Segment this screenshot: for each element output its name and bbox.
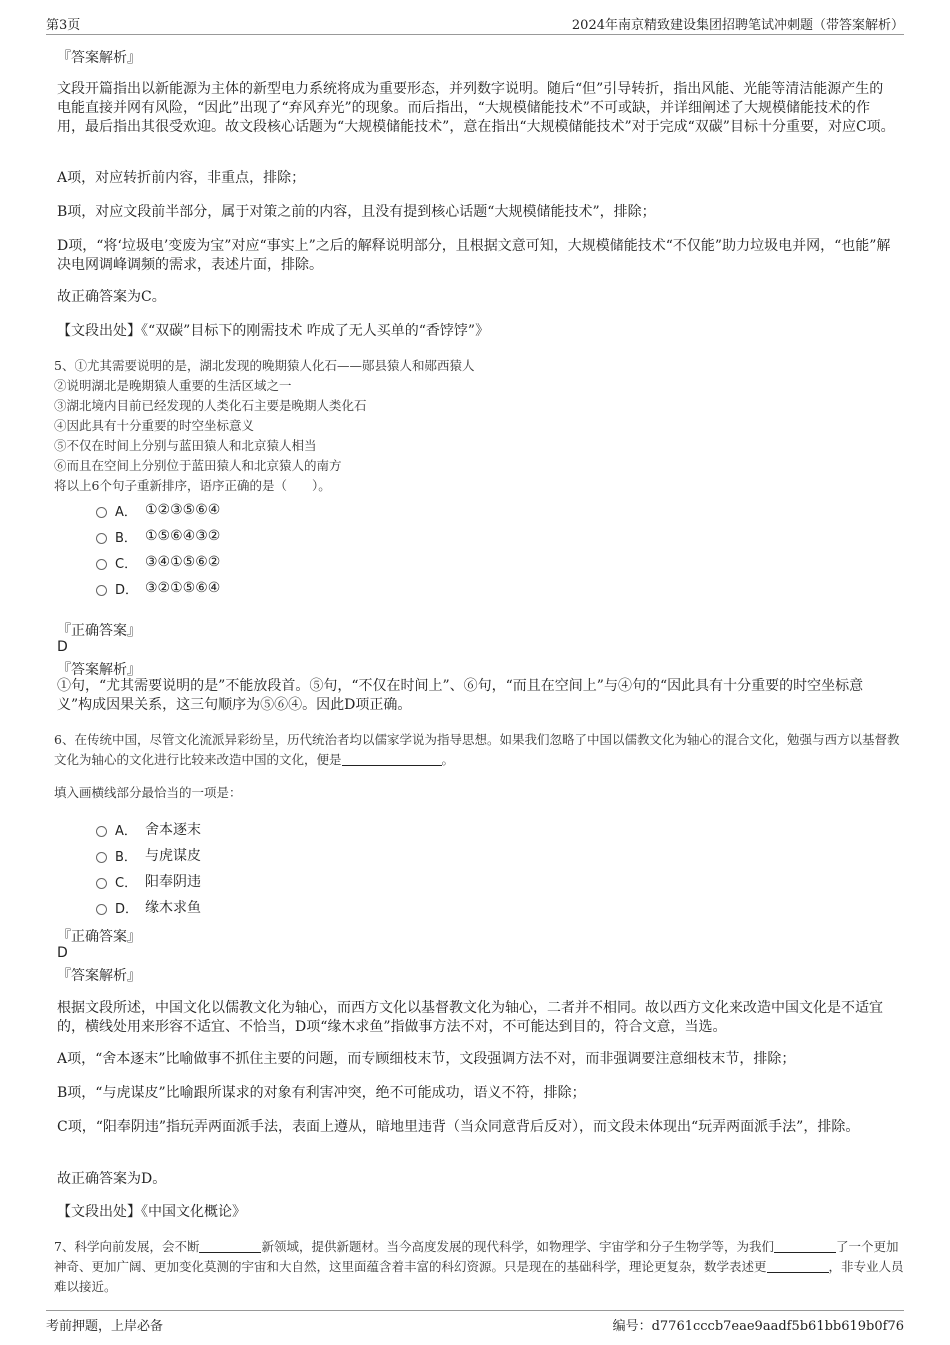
q6-option-c[interactable]: C． 阳奉阴违 [96, 871, 201, 891]
document-title: 2024年南京精致建设集团招聘笔试冲刺题（带答案解析） [571, 18, 904, 33]
q6-analysis: 根据文段所述，中国文化以儒教文化为轴心，而西方文化以基督教文化为轴心，二者并不相同。故以西方文化来改造中国文化是不适宜的，横线处用来形容不适宜、不恰当，D项“缘木求鱼”指做事方法不对，不可能达到目的，符合文意，当选。 [57, 1000, 883, 1035]
q4-conclusion: 故正确答案为C。 [57, 289, 166, 305]
radio-icon[interactable] [96, 826, 107, 837]
answer-blank [774, 1238, 836, 1253]
radio-icon[interactable] [96, 585, 107, 596]
footer-slogan: 考前押题，上岸必备 [46, 1319, 164, 1334]
q6-conclusion: 故正确答案为D。 [57, 1171, 167, 1187]
answer-blank [342, 751, 442, 766]
q5-sentence-3: ③湖北境内目前已经发现的人类化石主要是晚期人类化石 [54, 398, 367, 413]
q4-option-a-explain: A项，对应转折前内容，非重点，排除； [57, 170, 306, 186]
q5-analysis: ①句，“尤其需要说明的是”不能放段首。⑤句，“不仅在时间上”、⑥句，“而且在空间上”与④句的“因此具有十分重要的时空坐标意义”构成因果关系，这三句顺序为⑤⑥④。因此D项正确。 [57, 678, 864, 713]
q5-question: 将以上6个句子重新排序，语序正确的是（ ）。 [54, 478, 331, 493]
q5-stem: 5、①尤其需要说明的是，湖北发现的晚期猿人化石——郧县猿人和郧西猿人 [54, 358, 475, 373]
q5-sentence-6: ⑥而且在空间上分别位于蓝田猿人和北京猿人的南方 [54, 458, 342, 473]
radio-icon[interactable] [96, 507, 107, 518]
q6-correct-answer: D [57, 945, 68, 961]
q6-analysis-label: 『答案解析』 [57, 968, 141, 984]
q4-source: 【文段出处】《“双碳”目标下的刚需技术 咋成了无人买单的“香饽饽”》 [57, 323, 490, 339]
q6-option-b[interactable]: B． 与虎谋皮 [96, 845, 201, 865]
radio-icon[interactable] [96, 904, 107, 915]
q6-correct-label: 『正确答案』 [57, 929, 141, 945]
q6-question: 填入画横线部分最恰当的一项是： [54, 785, 242, 800]
q4-option-d-explain: D项，“将‘垃圾电’变废为宝”对应“事实上”之后的解释说明部分，且根据文意可知，大规模储能技术“不仅能”助力垃圾电并网，“也能”解决电网调峰调频的需求，表述片面，排除。 [57, 238, 891, 273]
q5-option-a[interactable]: A． ①②③⑤⑥④ [96, 500, 220, 520]
q6-option-d[interactable]: D． 缘木求鱼 [96, 897, 201, 917]
q4-analysis: 文段开篇指出以新能源为主体的新型电力系统将成为重要形态，并列数字说明。随后“但”引导转折，指出风能、光能等清洁能源产生的电能直接并网有风险，“因此”出现了“弃风弃光”的现象。而后指出，“大规模储能技术”不可或缺，并详细阐述了大规模储能技术的作用，最后指出其很受欢迎。故文段核心话题为“大规模储能技术”，意在指出“大规模储能技术”对于完成“双碳”目标十分重要，对应C项。 [57, 81, 895, 135]
q5-sentence-2: ②说明湖北是晚期猿人重要的生活区域之一 [54, 378, 292, 393]
page-footer [46, 1310, 904, 1333]
radio-icon[interactable] [96, 878, 107, 889]
document-id: 编号：d7761cccb7eae9aadf5b61bb619b0f76 [612, 1319, 904, 1334]
q7-stem: 7、科学向前发展，会不断 新领域，提供新题材。当今高度发展的现代科学，如物理学、宇宙学和分子生物学等，为我们 了一个更加神奇、更加广阔、更加变化莫测的宇宙和大自然，这里面蕴含着丰富的科幻资源。只是现在的基础科学，理论更复杂，数学表述更 ，非专业人员难以接近。 [54, 1239, 904, 1294]
q5-option-c[interactable]: C． ③④①⑤⑥② [96, 552, 220, 572]
q5-correct-label: 『正确答案』 [57, 623, 141, 639]
radio-icon[interactable] [96, 852, 107, 863]
q6-stem: 6、在传统中国，尽管文化流派异彩纷呈，历代统治者均以儒家学说为指导思想。如果我们忽略了中国以儒教文化为轴心的混合文化，勉强与西方以基督教文化为轴心的文化进行比较来改造中国的文化，便是 。 [54, 732, 900, 767]
q4-option-b-explain: B项，对应文段前半部分，属于对策之前的内容，且没有提到核心话题“大规模储能技术”，排除； [57, 204, 656, 220]
radio-icon[interactable] [96, 533, 107, 544]
q5-sentence-5: ⑤不仅在时间上分别与蓝田猿人和北京猿人相当 [54, 438, 317, 453]
q6-option-b-explain: B项，“与虎谋皮”比喻跟所谋求的对象有利害冲突，绝不可能成功，语义不符，排除； [57, 1085, 586, 1101]
radio-icon[interactable] [96, 559, 107, 570]
page-number: 第3页 [46, 18, 81, 33]
answer-blank [199, 1238, 261, 1253]
q6-option-a-explain: A项，“舍本逐末”比喻做事不抓住主要的问题，而专顾细枝末节，文段强调方法不对，而非强调要注意细枝末节，排除； [57, 1051, 796, 1067]
q5-option-d[interactable]: D． ③②①⑤⑥④ [96, 578, 220, 598]
answer-blank [767, 1258, 829, 1273]
q6-source: 【文段出处】《中国文化概论》 [57, 1204, 246, 1220]
q5-sentence-4: ④因此具有十分重要的时空坐标意义 [54, 418, 255, 433]
q6-option-a[interactable]: A． 舍本逐末 [96, 819, 201, 839]
q4-analysis-label: 『答案解析』 [57, 50, 141, 66]
q6-option-c-explain: C项，“阳奉阴违”指玩弄两面派手法，表面上遵从，暗地里违背（当众同意背后反对），而文段未体现出“玩弄两面派手法”，排除。 [57, 1119, 860, 1135]
q5-analysis-label: 『答案解析』 [57, 662, 141, 678]
q5-option-b[interactable]: B． ①⑤⑥④③② [96, 526, 220, 546]
q5-correct-answer: D [57, 639, 68, 655]
page-header [46, 14, 904, 35]
